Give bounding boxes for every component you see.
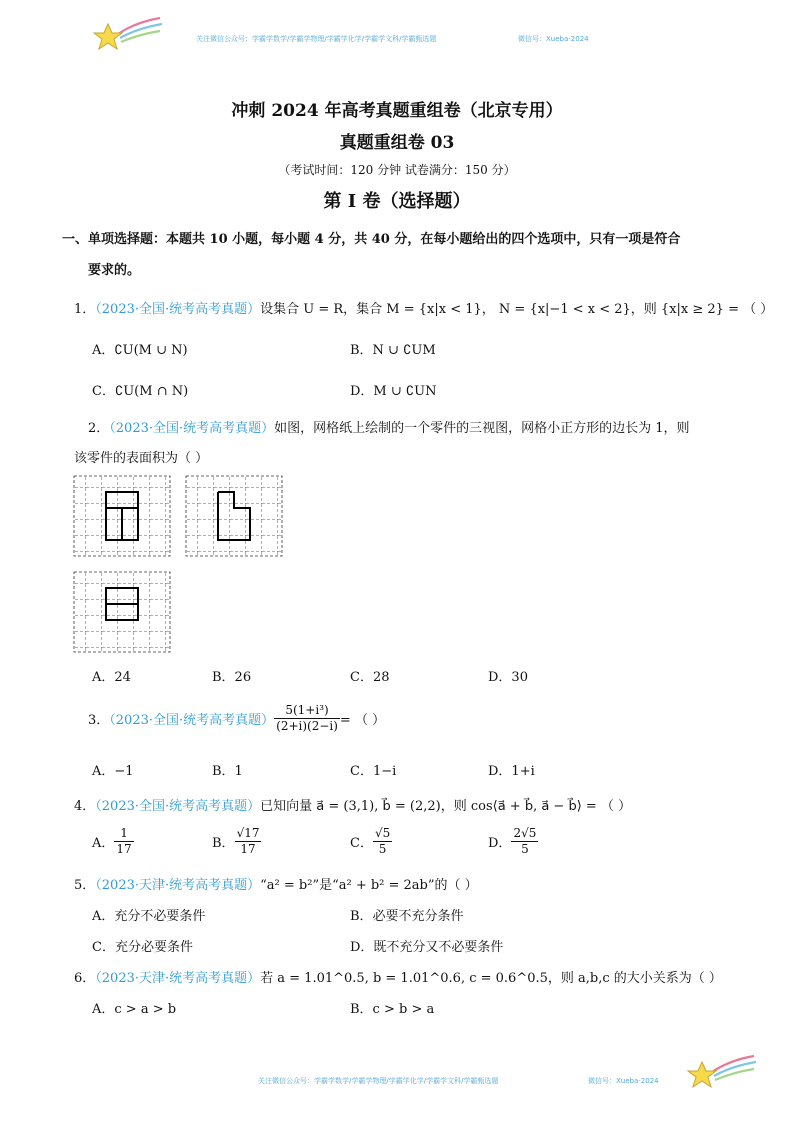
section-heading: 一、单项选择题：本题共 10 小题，每小题 4 分，共 40 分，在每小题给出的四个选项中，只有一项是符合 [62, 232, 681, 247]
question-stem-tail: = （ ） [339, 713, 386, 728]
header-text: 关注微信公众号：学霸学数学/学霸学物理/学霸学化学/学霸学文科/学霸甄选题 [196, 35, 437, 43]
question-source: （2023·天津·统考高考真题） [95, 878, 261, 893]
question-source: （2023·全国·统考高考真题） [109, 421, 275, 436]
question-number: 3． [88, 713, 110, 728]
option-b: B．1 [212, 764, 243, 779]
fraction-denominator: 17 [116, 842, 132, 856]
option-a [92, 826, 134, 857]
question-4 [74, 795, 631, 814]
fraction-denominator: (2+i)(2−i) [276, 719, 338, 733]
fraction [114, 826, 133, 857]
option-label: C． [350, 836, 373, 851]
question-stem: 设集合 U = R，集合 M = {x|x < 1}， N = {x|−1 < x < 2}，则 {x|x ≥ 2} = （ ） [260, 302, 774, 317]
option-d: D．1+i [488, 764, 535, 779]
fraction-numerator: 1 [114, 826, 133, 842]
option-b: B．26 [212, 670, 252, 685]
option-d [488, 826, 538, 857]
question-number: 1． [74, 302, 96, 317]
fraction [373, 826, 392, 857]
question-6 [74, 967, 722, 986]
question-stem: “a² = b²”是“a² + b² = 2ab”的（ ） [260, 878, 478, 893]
option-a: A．c > a > b [92, 1002, 177, 1017]
fraction [235, 826, 262, 857]
fraction [511, 826, 538, 857]
option-d: D．30 [488, 670, 528, 685]
option-a: A．−1 [92, 764, 134, 779]
star-logo-top [92, 14, 164, 58]
option-d: D．M ∪ ∁UN [350, 384, 437, 399]
option-c: C．28 [350, 670, 390, 685]
fraction-numerator: 2√5 [513, 826, 537, 840]
star-logo-bottom [686, 1052, 758, 1096]
question-stem: 如图，网格纸上绘制的一个零件的三视图，网格小正方形的边长为 1，则 [274, 421, 690, 436]
option-c: C．充分必要条件 [92, 940, 193, 955]
question-source: （2023·全国·统考高考真题） [95, 799, 261, 814]
three-view-diagram [70, 472, 290, 658]
question-3 [88, 703, 385, 734]
option-b: B．N ∪ ∁UM [350, 343, 436, 358]
option-b: B．必要不充分条件 [350, 909, 464, 924]
fraction [274, 703, 340, 734]
question-source: （2023·天津·统考高考真题） [95, 971, 261, 986]
footer-wechat: 微信号：Xueba-2024 [588, 1077, 659, 1085]
option-label: A． [92, 836, 115, 851]
option-c [350, 826, 392, 857]
question-2 [88, 417, 690, 436]
option-b [212, 826, 261, 857]
option-c: C．1−i [350, 764, 397, 779]
question-stem: 已知向量 a⃗ = (3,1), b⃗ = (2,2)，则 cos⟨a⃗ + b⃗, a⃗ − b⃗⟩ = （ ） [260, 799, 632, 814]
fraction-numerator: √17 [236, 826, 260, 840]
front-view [74, 476, 170, 556]
option-a: A．充分不必要条件 [92, 909, 206, 924]
question-source: （2023·全国·统考高考真题） [95, 302, 261, 317]
fraction-numerator: √5 [374, 826, 391, 840]
question-5 [74, 874, 478, 893]
part-title: 第 I 卷（选择题） [323, 191, 471, 212]
top-view [74, 572, 170, 652]
fraction-denominator: 5 [521, 842, 529, 856]
option-a: A．∁U(M ∪ N) [92, 343, 188, 358]
option-c: C．∁U(M ∩ N) [92, 384, 189, 399]
question-number: 2． [88, 421, 110, 436]
section-heading-cont: 要求的。 [88, 263, 141, 278]
question-number: 5． [74, 878, 96, 893]
star-icon [92, 14, 164, 58]
fraction-denominator: 17 [240, 842, 256, 856]
paper-subtitle: 真题重组卷 03 [339, 133, 455, 153]
option-b: B．c > b > a [350, 1002, 435, 1017]
fraction-denominator: 5 [378, 842, 387, 856]
option-a: A．24 [92, 670, 131, 685]
header-wechat: 微信号：Xueba-2024 [518, 35, 589, 43]
paper-title: 冲刺 2024 年高考真题重组卷（北京专用） [231, 101, 563, 121]
question-source: （2023·全国·统考高考真题） [109, 713, 275, 728]
option-d: D．既不充分又不必要条件 [350, 940, 504, 955]
star-icon [686, 1052, 758, 1096]
option-label: B． [212, 836, 235, 851]
side-view [186, 476, 282, 556]
footer-text: 关注微信公众号：学霸学数学/学霸学物理/学霸学化学/学霸学文科/学霸甄选题 [258, 1077, 499, 1085]
question-stem: 若 a = 1.01^0.5, b = 1.01^0.6, c = 0.6^0.5，则 a,b,c 的大小关系为（ ） [260, 971, 722, 986]
exam-info: （考试时间：120 分钟 试卷满分：150 分） [278, 163, 516, 177]
option-label: D． [488, 836, 512, 851]
fraction-numerator: 5(1+i³) [274, 703, 340, 719]
question-number: 6． [74, 971, 96, 986]
question-2-cont: 该零件的表面积为（ ） [74, 451, 209, 466]
question-1 [74, 298, 773, 317]
question-number: 4． [74, 799, 96, 814]
